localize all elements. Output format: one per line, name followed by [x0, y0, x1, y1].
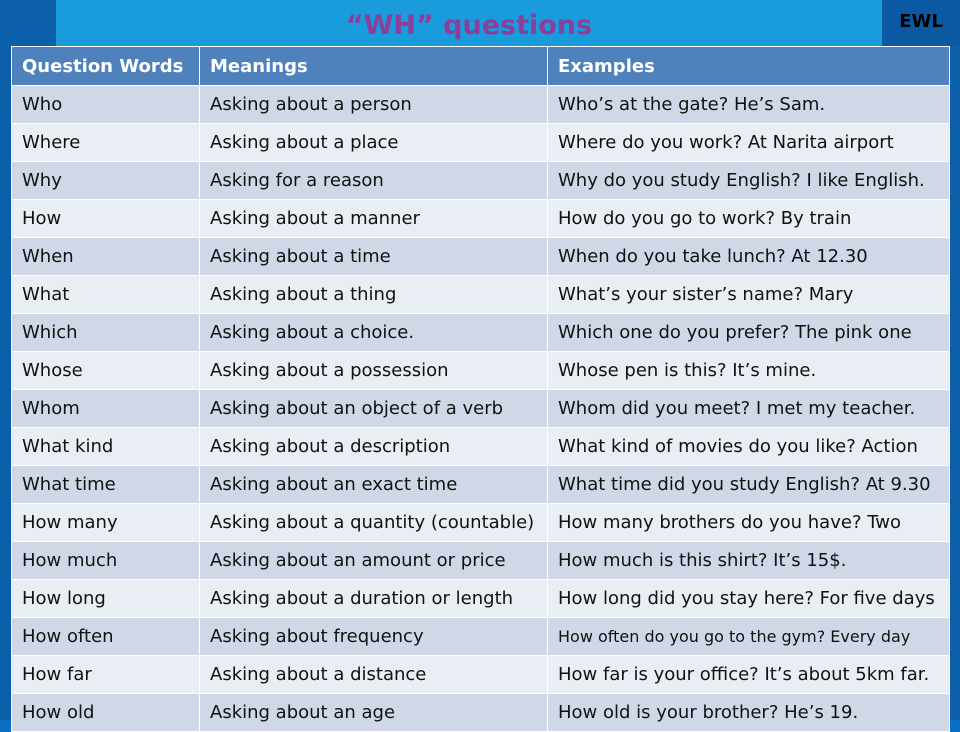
meaning: Asking about a possession [200, 352, 548, 390]
meaning: Asking about an exact time [200, 466, 548, 504]
question-word: How much [12, 542, 200, 580]
table-row [12, 466, 950, 504]
question-word: How old [12, 694, 200, 732]
example: How old is your brother? He’s 19. [548, 694, 950, 732]
table-row [12, 86, 950, 124]
table-row [12, 276, 950, 314]
example: How many brothers do you have? Two [548, 504, 950, 542]
example: Which one do you prefer? The pink one [548, 314, 950, 352]
meaning: Asking about a place [200, 124, 548, 162]
example: Who’s at the gate? He’s Sam. [548, 86, 950, 124]
page-title: “WH” questions [345, 10, 593, 41]
header-examples: Examples [548, 47, 950, 86]
wh-questions-table [11, 46, 950, 732]
example: What’s your sister’s name? Mary [548, 276, 950, 314]
table-row [12, 618, 950, 656]
question-word: How far [12, 656, 200, 694]
meaning: Asking about an object of a verb [200, 390, 548, 428]
table-row [12, 352, 950, 390]
question-word: When [12, 238, 200, 276]
question-word: Why [12, 162, 200, 200]
question-word: Which [12, 314, 200, 352]
question-word: What time [12, 466, 200, 504]
example: What kind of movies do you like? Action [548, 428, 950, 466]
table-row [12, 694, 950, 732]
header-question-words: Question Words [12, 47, 200, 86]
table-row [12, 428, 950, 466]
example: Whose pen is this? It’s mine. [548, 352, 950, 390]
title-bar [56, 0, 882, 46]
example: Whom did you meet? I met my teacher. [548, 390, 950, 428]
meaning: Asking about an age [200, 694, 548, 732]
meaning: Asking about a distance [200, 656, 548, 694]
table-row [12, 504, 950, 542]
question-word: What [12, 276, 200, 314]
meaning: Asking for a reason [200, 162, 548, 200]
ewl-badge: EWL [882, 0, 960, 46]
table-row [12, 200, 950, 238]
question-word: Whose [12, 352, 200, 390]
meaning: Asking about a time [200, 238, 548, 276]
table-row [12, 162, 950, 200]
table-row [12, 542, 950, 580]
example: How far is your office? It’s about 5km far. [548, 656, 950, 694]
example: What time did you study English? At 9.30 [548, 466, 950, 504]
question-word: Who [12, 86, 200, 124]
example: How often do you go to the gym? Every day [548, 618, 950, 656]
table-row [12, 390, 950, 428]
question-word: How long [12, 580, 200, 618]
meaning: Asking about a duration or length [200, 580, 548, 618]
header-meanings: Meanings [200, 47, 548, 86]
meaning: Asking about a choice. [200, 314, 548, 352]
meaning: Asking about frequency [200, 618, 548, 656]
table-row [12, 580, 950, 618]
table-row [12, 124, 950, 162]
example: Why do you study English? I like English. [548, 162, 950, 200]
example: How long did you stay here? For five days [548, 580, 950, 618]
question-word: How often [12, 618, 200, 656]
example: Where do you work? At Narita airport [548, 124, 950, 162]
table-row [12, 656, 950, 694]
question-word: How many [12, 504, 200, 542]
question-word: Whom [12, 390, 200, 428]
meaning: Asking about a description [200, 428, 548, 466]
table-row [12, 314, 950, 352]
table-row [12, 238, 950, 276]
header-row [12, 47, 950, 86]
question-word: What kind [12, 428, 200, 466]
example: When do you take lunch? At 12.30 [548, 238, 950, 276]
question-word: How [12, 200, 200, 238]
meaning: Asking about a person [200, 86, 548, 124]
meaning: Asking about a thing [200, 276, 548, 314]
meaning: Asking about a quantity (countable) [200, 504, 548, 542]
meaning: Asking about an amount or price [200, 542, 548, 580]
question-word: Where [12, 124, 200, 162]
meaning: Asking about a manner [200, 200, 548, 238]
example: How do you go to work? By train [548, 200, 950, 238]
example: How much is this shirt? It’s 15$. [548, 542, 950, 580]
